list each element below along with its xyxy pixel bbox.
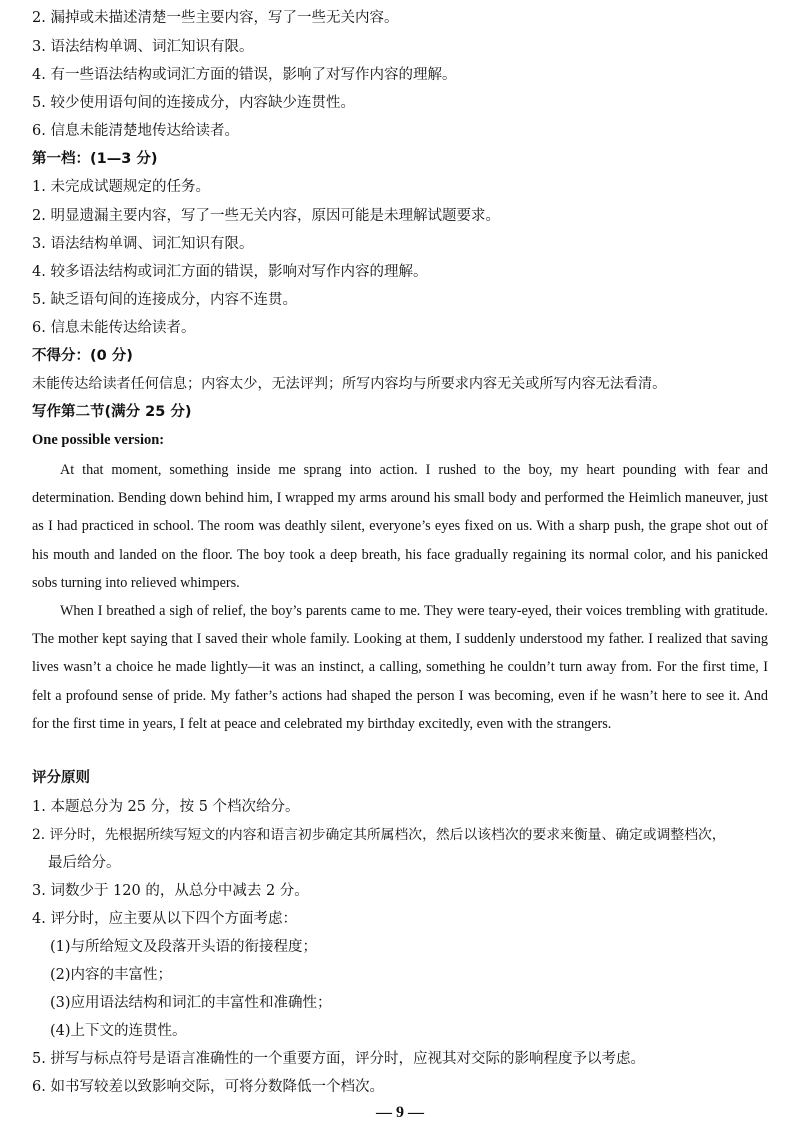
- principle-item: 6. 如书写较差以致影响交际，可将分数降低一个档次。: [32, 1079, 384, 1095]
- principle-subitem: (2)内容的丰富性；: [50, 967, 173, 983]
- principle-item-2-line1: 2. 评分时，先根据所续写短文的内容和语言初步确定其所属档次，然后以该档次的要求来衡量、确定或调整档次，: [32, 827, 726, 843]
- criteria-line: 6. 信息未能清楚地传达给读者。: [32, 123, 239, 139]
- zero-score-heading: 不得分：(0 分): [32, 348, 133, 364]
- principle-item: 4. 评分时，应主要从以下四个方面考虑：: [32, 911, 297, 927]
- principle-subitem: (4)上下文的连贯性。: [50, 1023, 187, 1039]
- principle-item: 3. 词数少于 120 的，从总分中减去 2 分。: [32, 883, 309, 899]
- criteria-line: 2. 漏掉或未描述清楚一些主要内容，写了一些无关内容。: [32, 10, 399, 26]
- zero-score-text: 未能传达给读者任何信息；内容太少，无法评判；所写内容均与所要求内容无关或所写内容无法看清。: [32, 376, 667, 392]
- criteria-line: 3. 语法结构单调、词汇知识有限。: [32, 39, 254, 55]
- tier1-item: 1. 未完成试题规定的任务。: [32, 179, 210, 195]
- page-number: — 9 —: [376, 1104, 424, 1121]
- principles-heading: 评分原则: [32, 770, 90, 786]
- tier1-item: 5. 缺乏语句间的连接成分，内容不连贯。: [32, 292, 297, 308]
- tier1-item: 2. 明显遗漏主要内容，写了一些无关内容，原因可能是未理解试题要求。: [32, 208, 500, 224]
- tier1-item: 3. 语法结构单调、词汇知识有限。: [32, 236, 254, 252]
- principle-subitem: (3)应用语法结构和词汇的丰富性和准确性；: [50, 995, 332, 1011]
- principle-item: 5. 拼写与标点符号是语言准确性的一个重要方面，评分时，应视其对交际的影响程度予以考虑。: [32, 1051, 645, 1067]
- version-label: One possible version:: [32, 432, 165, 448]
- tier1-item: 6. 信息未能传达给读者。: [32, 320, 196, 336]
- section2-heading: 写作第二节(满分 25 分): [32, 404, 192, 420]
- essay-paragraph-2: When I breathed a sigh of relief, the boy’s parents came to me. They were teary-eyed, their voices trembling with gratitude. The mother kept saying that I saved their whole family. Looking at them, I suddenly understood my father. I realized that saving lives wasn’t a choice he made lightly—it was an instinct, a calling, something he couldn’t turn away from. For the first time, I felt a profound sense of pride. My father’s actions had shaped the person I was becoming, even if he wasn’t here to see it. And for the first time in years, I felt at peace and celebrated my birthday excitedly, even with the strangers.: [32, 603, 768, 732]
- criteria-line: 5. 较少使用语句间的连接成分，内容缺少连贯性。: [32, 95, 355, 111]
- essay-paragraph-1: At that moment, something inside me sprang into action. I rushed to the boy, my heart pounding with fear and determination. Bending down behind him, I wrapped my arms around his small body and performed the Heimlich maneuver, just as I had practiced in school. The room was deathly silent, everyone’s eyes fixed on us. With a sharp push, the grape shot out of his mouth and landed on the floor. The boy took a deep breath, his face gradually regaining its normal color, and his panicked sobs turning into relieved whimpers.: [32, 462, 768, 591]
- principle-item-2: [32, 821, 772, 877]
- criteria-line: 4. 有一些语法结构或词汇方面的错误，影响了对写作内容的理解。: [32, 67, 457, 83]
- principle-subitem: (1)与所给短文及段落开头语的衔接程度；: [50, 939, 318, 955]
- tier1-item: 4. 较多语法结构或词汇方面的错误，影响对写作内容的理解。: [32, 264, 428, 280]
- tier1-heading: 第一档：(1—3 分): [32, 151, 158, 167]
- principle-item: 1. 本题总分为 25 分，按 5 个档次给分。: [32, 799, 300, 815]
- principle-item-2-line2: 最后给分。: [48, 855, 121, 871]
